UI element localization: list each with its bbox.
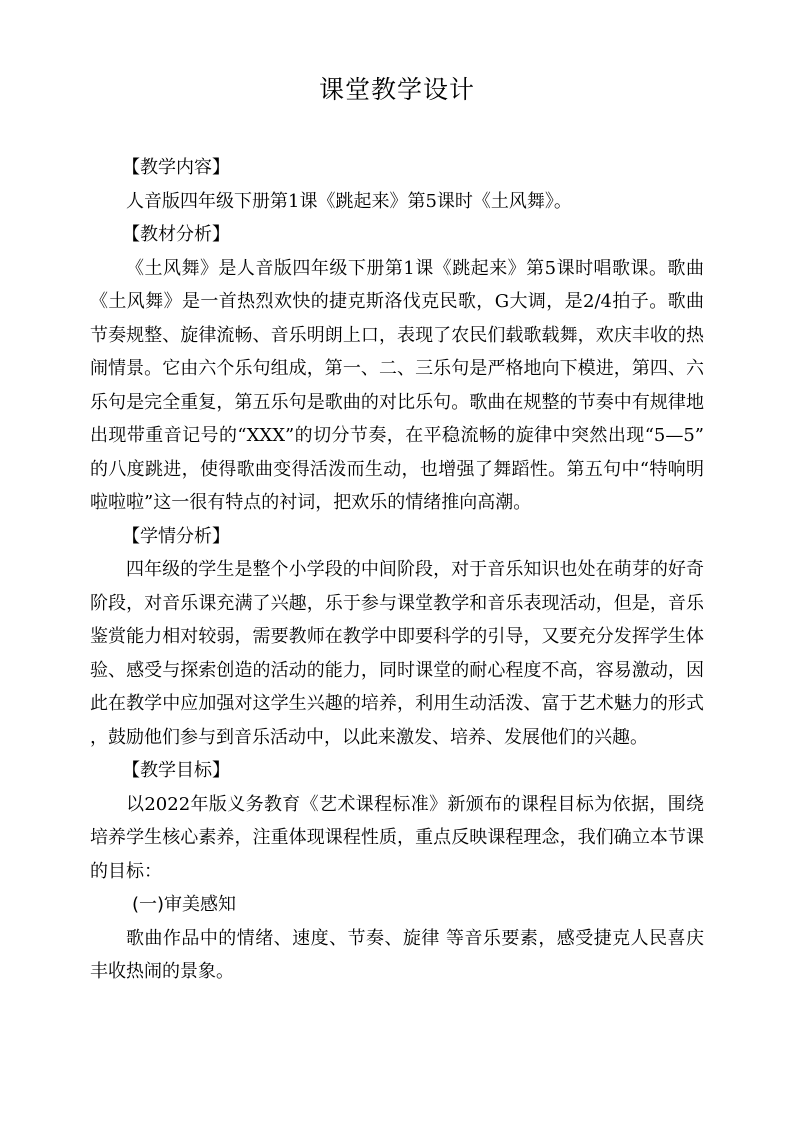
section-text-content: 人音版四年级下册第1课《跳起来》第5课时《土风舞》。 xyxy=(126,190,572,212)
section-heading-goals: 【教学目标】 xyxy=(122,760,230,781)
section-heading-content: 【教学内容】 xyxy=(122,157,230,178)
section-heading-students: 【学情分析】 xyxy=(122,525,230,547)
section-text-goals: 以2022年版义务教育《艺术课程标准》新颁布的课程目标为依据，围绕培养学生核心素养，注重体现课程性质，重点反映课程理念，我们确立本节课的目标： xyxy=(90,793,704,882)
subsection-text-aesthetic: 歌曲作品中的情绪、速度、节奏、旋律 等音乐要素，感受捷克人民喜庆丰收热闹的景象。 xyxy=(90,927,704,982)
section-text-students: 四年级的学生是整个小学段的中间阶段，对于音乐知识也处在萌芽的好奇阶段，对音乐课充满了兴趣，乐于参与课堂教学和音乐表现活动，但是，音乐鉴赏能力相对较弱，需要教师在教学中即要科学的引导，又要充分发挥学生体验、感受与探索创造的活动的能力，同时课堂的耐心程度不高，容易激动，因此在教学中应加强对这学生兴趣的培养，利用生动活泼、富于艺术魅力的形式，鼓励他们参与到音乐活动中，以此来激发、培养、发展他们的兴趣。 xyxy=(90,559,704,748)
subsection-heading-aesthetic: (一)审美感知 xyxy=(132,894,237,915)
section-text-material: 《土风舞》是人音版四年级下册第1课《跳起来》第5课时唱歌课。歌曲《土风舞》是一首热烈欢快的捷克斯洛伐克民歌，G大调，是2/4拍子。歌曲节奏规整、旋律流畅、音乐明朗上口，表现了农民们载歌载舞，欢庆丰收的热闹情景。它由六个乐句组成，第一、二、三乐句是严格地向下模进，第四、六乐句是完全重复，第五乐句是歌曲的对比乐句。歌曲在规整的节奏中有规律地出现带重音记号的“XXX”的切分节奏，在平稳流畅的旋律中突然出现“5—5”的八度跳进，使得歌曲变得活泼而生动，也增强了舞蹈性。第五句中“特响明啦啦啦”这一很有特点的衬词，把欢乐的情绪推向高潮。 xyxy=(90,257,704,513)
section-heading-material: 【教材分析】 xyxy=(122,224,230,245)
document-body xyxy=(90,151,704,989)
document-title: 课堂教学设计 xyxy=(318,75,475,104)
